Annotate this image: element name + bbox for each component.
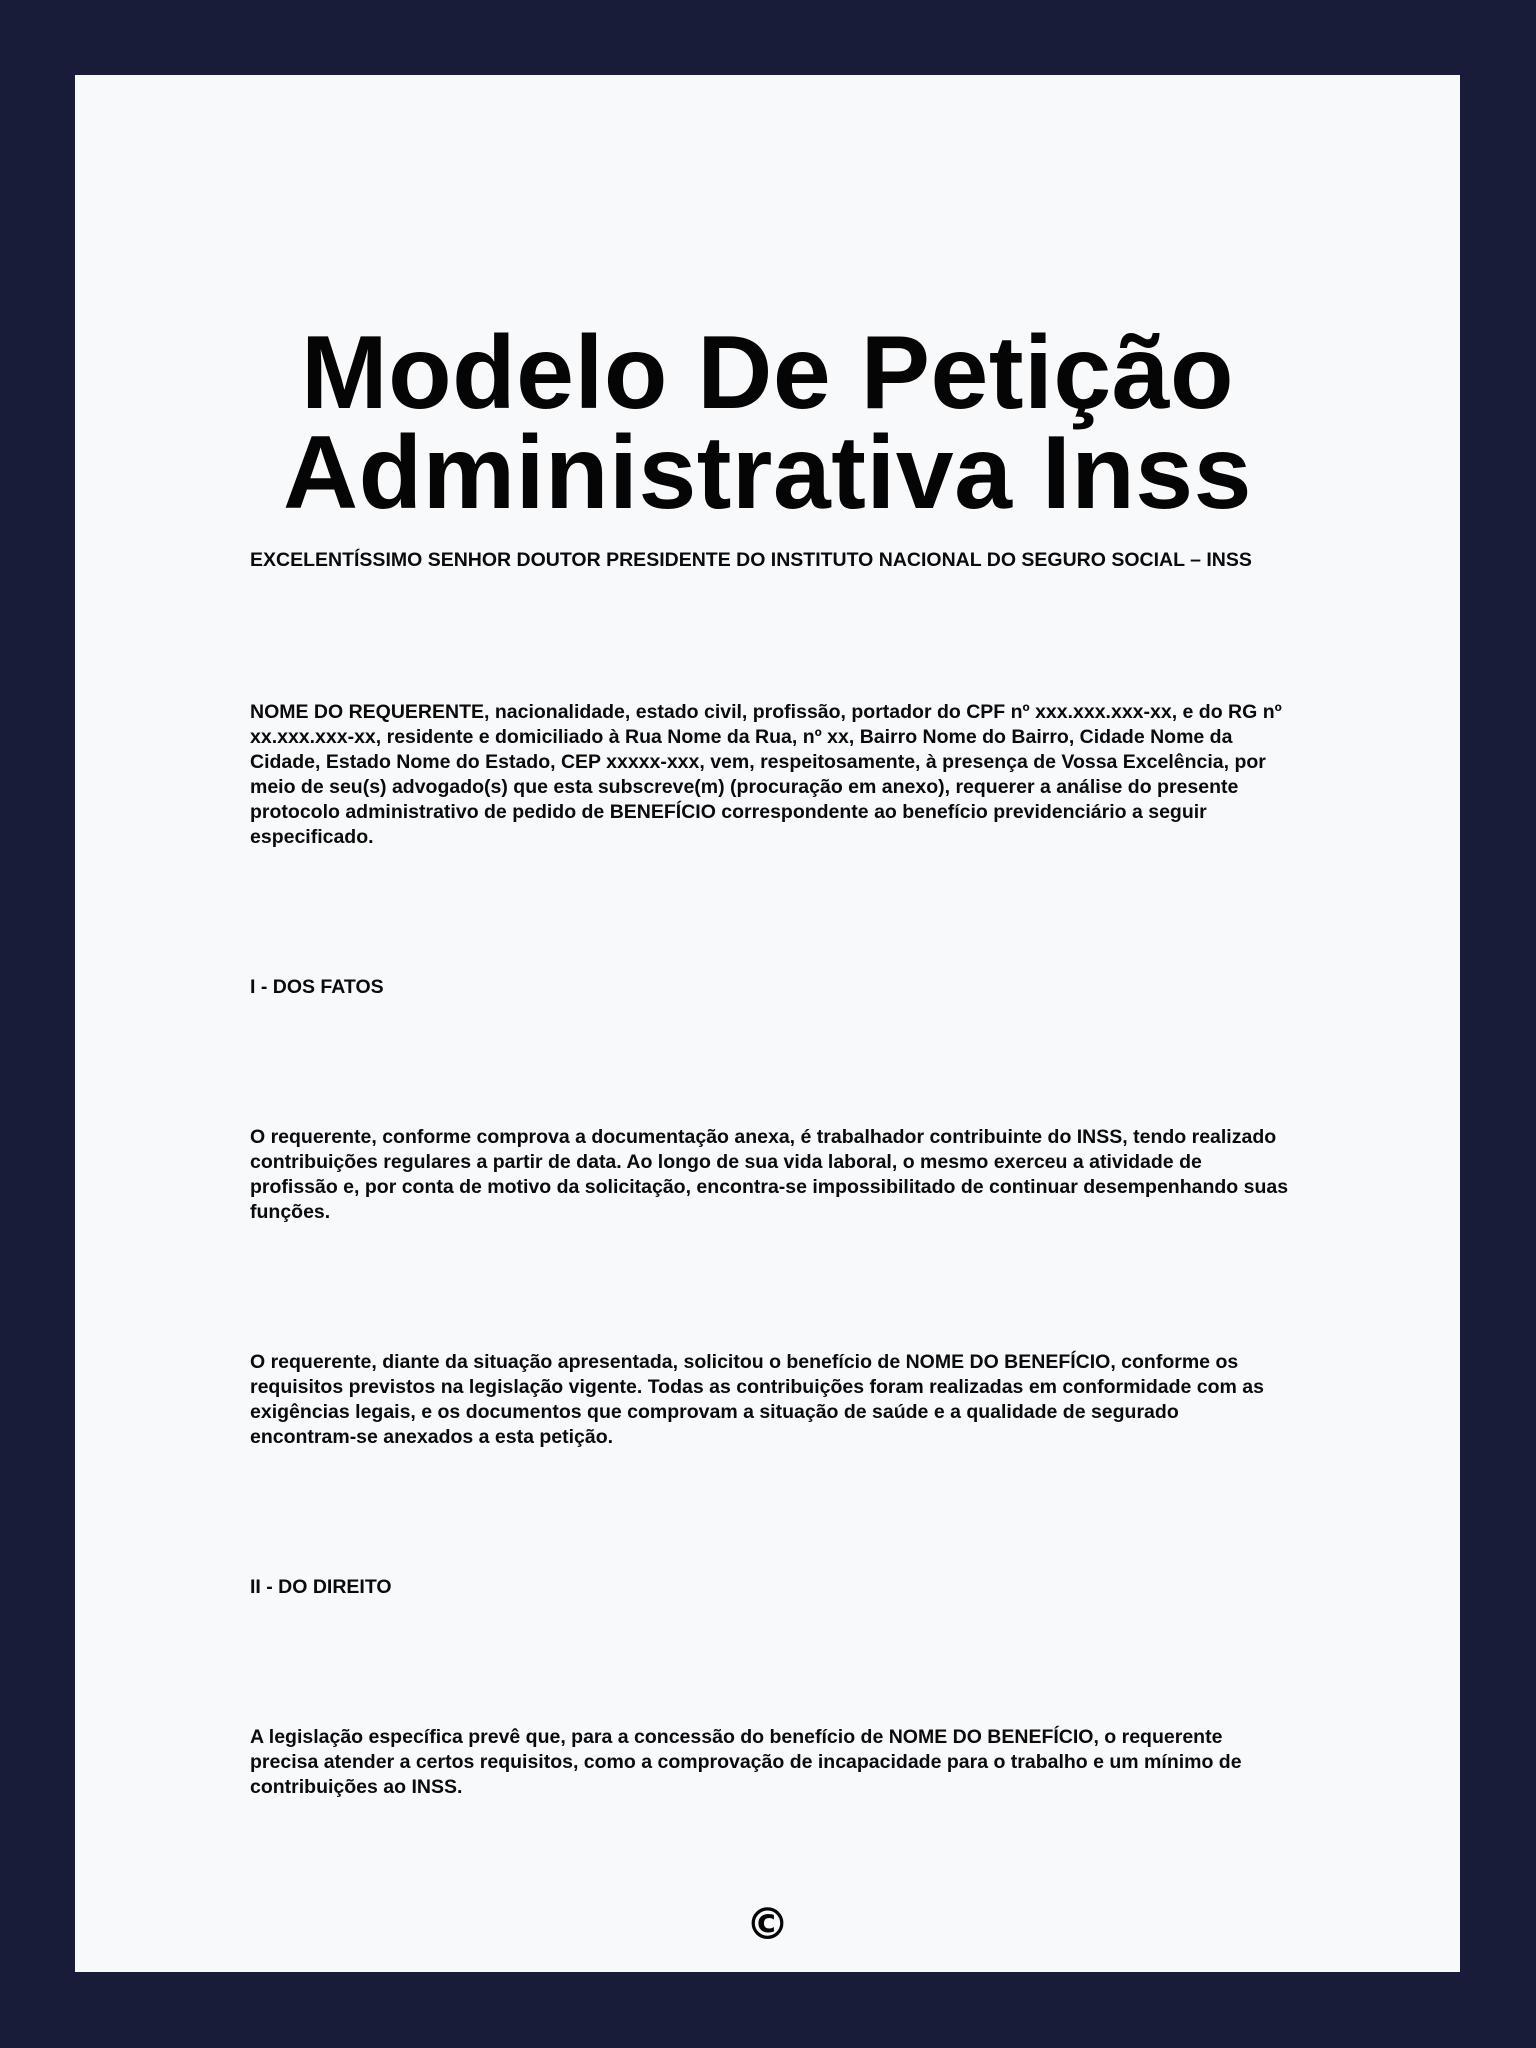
fatos-paragraph-2: O requerente, diante da situação apresentada, solicitou o benefício de NOME DO BENEFÍCIO, conforme os requisitos previstos na legislação vigente. Todas as contribuições foram realizadas em conformidade com as exigências legais, e os documentos que comprovam a situação de saúde e a qualidade de segurado encontram-se anexados a esta petição.: [250, 1351, 1264, 1448]
fatos-paragraph-1: O requerente, conforme comprova a documentação anexa, é trabalhador contribuinte do INSS, tendo realizado contribuições regulares a partir de data. Ao longo de sua vida laboral, o mesmo exerceu a atividade de profissão e, por conta de motivo da solicitação, encontra-se impossibilitado de continuar desempenhando suas funções.: [250, 1126, 1289, 1223]
copyright-icon: ©: [745, 1899, 790, 1950]
addressee-line: EXCELENTÍSSIMO SENHOR DOUTOR PRESIDENTE DO INSTITUTO NACIONAL DO SEGURO SOCIAL – INSS: [250, 549, 1252, 571]
document-title: Modelo De Petição Administrativa Inss: [283, 315, 1252, 531]
section-heading-fatos: I - DOS FATOS: [250, 976, 384, 998]
intro-paragraph: NOME DO REQUERENTE, nacionalidade, estado civil, profissão, portador do CPF nº xxx.xxx.xxx-xx, e do RG nº xx.xxx.xxx-xx, residente e domiciliado à Rua Nome da Rua, nº xx, Bairro Nome do Bairro, Cidade Nome da Cidade, Estado Nome do Estado, CEP xxxxx-xxx, vem, respeitosamente, à presença de Vossa Excelência, por meio de seu(s) advogado(s) que esta subscreve(m) (procuração em anexo), requerer a análise do presente protocolo administrativo de pedido de BENEFÍCIO correspondente ao benefício previdenciário a seguir especificado.: [250, 701, 1282, 848]
section-heading-direito: II - DO DIREITO: [250, 1576, 392, 1598]
direito-paragraph-1: A legislação específica prevê que, para a concessão do benefício de NOME DO BENEFÍCIO, o requerente precisa atender a certos requisitos, como a comprovação de incapacidade para o trabalho e um mínimo de contribuições ao INSS.: [250, 1726, 1242, 1798]
document-page: [75, 75, 1460, 1972]
